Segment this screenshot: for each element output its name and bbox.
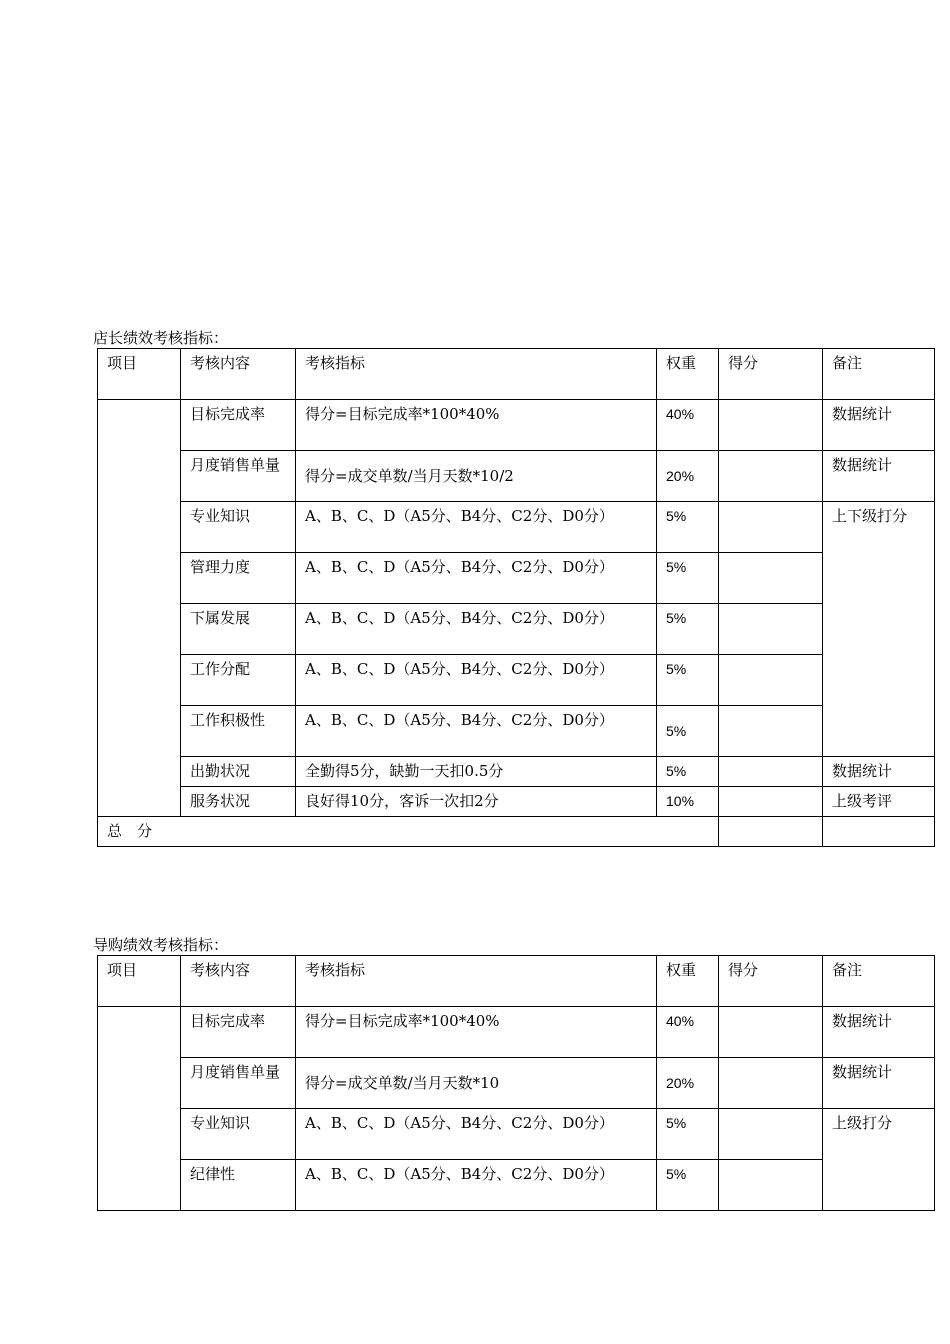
table-row	[98, 553, 935, 604]
header-item: 项目	[98, 956, 181, 1007]
content-cell: 出勤状况	[181, 757, 296, 787]
header-score: 得分	[719, 956, 823, 1007]
weight-cell: 5%	[657, 502, 719, 553]
indicator-cell: A、B、C、D（A5分、B4分、C2分、D0分）	[296, 706, 657, 757]
table-row	[98, 1160, 935, 1211]
header-note: 备注	[823, 349, 935, 400]
total-row	[98, 817, 935, 847]
table-row	[98, 706, 935, 757]
score-cell[interactable]	[719, 1160, 823, 1211]
table-header-row	[98, 956, 935, 1007]
content-cell: 目标完成率	[181, 1007, 296, 1058]
item-cell	[98, 400, 181, 817]
note-cell: 数据统计	[823, 400, 935, 451]
note-cell: 数据统计	[823, 451, 935, 502]
header-content: 考核内容	[181, 956, 296, 1007]
indicator-cell: A、B、C、D（A5分、B4分、C2分、D0分）	[296, 604, 657, 655]
note-cell: 数据统计	[823, 757, 935, 787]
weight-cell: 5%	[657, 757, 719, 787]
content-cell: 专业知识	[181, 1109, 296, 1160]
table2-caption: 导购绩效考核指标：	[93, 936, 229, 954]
score-cell[interactable]	[719, 400, 823, 451]
indicator-cell: 得分=目标完成率*100*40%	[296, 1007, 657, 1058]
content-cell: 专业知识	[181, 502, 296, 553]
score-cell[interactable]	[719, 553, 823, 604]
header-indicator: 考核指标	[296, 956, 657, 1007]
table-header-row	[98, 349, 935, 400]
indicator-cell: A、B、C、D（A5分、B4分、C2分、D0分）	[296, 1160, 657, 1211]
weight-cell: 40%	[657, 400, 719, 451]
table-row	[98, 604, 935, 655]
note-cell: 上级打分	[823, 1109, 935, 1211]
indicator-cell: A、B、C、D（A5分、B4分、C2分、D0分）	[296, 655, 657, 706]
content-cell: 工作积极性	[181, 706, 296, 757]
content-cell: 下属发展	[181, 604, 296, 655]
score-cell[interactable]	[719, 451, 823, 502]
content-cell: 纪律性	[181, 1160, 296, 1211]
header-indicator: 考核指标	[296, 349, 657, 400]
note-cell: 数据统计	[823, 1058, 935, 1109]
score-cell[interactable]	[719, 706, 823, 757]
sales-guide-kpi-table	[97, 955, 935, 1211]
table-row	[98, 451, 935, 502]
score-cell[interactable]	[719, 757, 823, 787]
indicator-cell: A、B、C、D（A5分、B4分、C2分、D0分）	[296, 553, 657, 604]
weight-cell: 5%	[657, 1109, 719, 1160]
note-cell: 上级考评	[823, 787, 935, 817]
content-cell: 服务状况	[181, 787, 296, 817]
score-cell[interactable]	[719, 787, 823, 817]
indicator-cell: A、B、C、D（A5分、B4分、C2分、D0分）	[296, 1109, 657, 1160]
indicator-cell: 全勤得5分，缺勤一天扣0.5分	[296, 757, 657, 787]
header-item: 项目	[98, 349, 181, 400]
score-cell[interactable]	[719, 604, 823, 655]
score-cell[interactable]	[719, 1058, 823, 1109]
total-note-cell	[823, 817, 935, 847]
indicator-cell: 良好得10分，客诉一次扣2分	[296, 787, 657, 817]
header-content: 考核内容	[181, 349, 296, 400]
content-cell: 工作分配	[181, 655, 296, 706]
table-row	[98, 400, 935, 451]
total-score-cell[interactable]	[719, 817, 823, 847]
header-note: 备注	[823, 956, 935, 1007]
total-label: 总 分	[98, 817, 719, 847]
indicator-cell: 得分=目标完成率*100*40%	[296, 400, 657, 451]
table-row	[98, 1109, 935, 1160]
score-cell[interactable]	[719, 1007, 823, 1058]
content-cell: 管理力度	[181, 553, 296, 604]
indicator-cell: 得分=成交单数/当月天数*10	[296, 1058, 657, 1109]
table-row	[98, 757, 935, 787]
score-cell[interactable]	[719, 502, 823, 553]
table-row	[98, 1058, 935, 1109]
table-row	[98, 502, 935, 553]
weight-cell: 5%	[657, 706, 719, 757]
note-cell: 上下级打分	[823, 502, 935, 757]
weight-cell: 5%	[657, 655, 719, 706]
weight-cell: 5%	[657, 604, 719, 655]
indicator-cell: A、B、C、D（A5分、B4分、C2分、D0分）	[296, 502, 657, 553]
note-cell: 数据统计	[823, 1007, 935, 1058]
table1-caption: 店长绩效考核指标：	[93, 329, 229, 347]
store-manager-kpi-table	[97, 348, 935, 847]
table-row	[98, 655, 935, 706]
weight-cell: 20%	[657, 1058, 719, 1109]
weight-cell: 10%	[657, 787, 719, 817]
score-cell[interactable]	[719, 1109, 823, 1160]
weight-cell: 5%	[657, 1160, 719, 1211]
item-cell	[98, 1007, 181, 1211]
header-weight: 权重	[657, 349, 719, 400]
content-cell: 月度销售单量	[181, 451, 296, 502]
header-score: 得分	[719, 349, 823, 400]
table-row	[98, 1007, 935, 1058]
table-row	[98, 787, 935, 817]
content-cell: 月度销售单量	[181, 1058, 296, 1109]
weight-cell: 40%	[657, 1007, 719, 1058]
header-weight: 权重	[657, 956, 719, 1007]
score-cell[interactable]	[719, 655, 823, 706]
indicator-cell: 得分=成交单数/当月天数*10/2	[296, 451, 657, 502]
weight-cell: 20%	[657, 451, 719, 502]
content-cell: 目标完成率	[181, 400, 296, 451]
weight-cell: 5%	[657, 553, 719, 604]
